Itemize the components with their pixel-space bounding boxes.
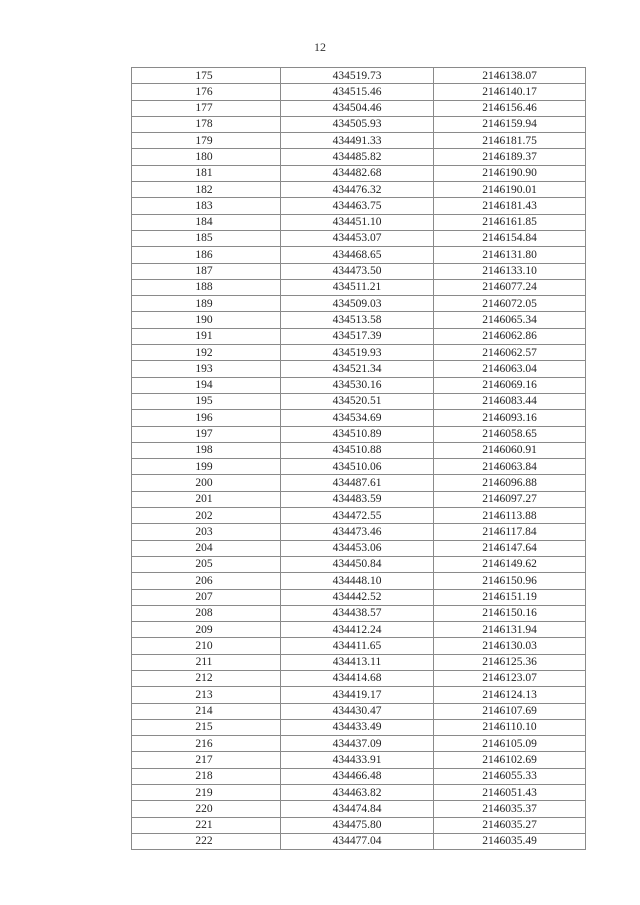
point-number-cell: 202: [132, 508, 281, 524]
x-coordinate-cell: 434483.59: [281, 491, 434, 507]
table-row: [132, 719, 586, 735]
table-row: [132, 459, 586, 475]
table-row: [132, 68, 586, 84]
point-number-cell: 196: [132, 410, 281, 426]
point-number-cell: 181: [132, 165, 281, 181]
y-coordinate-cell: 2146096.88: [434, 475, 586, 491]
y-coordinate-cell: 2146058.65: [434, 426, 586, 442]
x-coordinate-cell: 434453.06: [281, 540, 434, 556]
x-coordinate-cell: 434485.82: [281, 149, 434, 165]
y-coordinate-cell: 2146190.01: [434, 182, 586, 198]
table-row: [132, 638, 586, 654]
x-coordinate-cell: 434468.65: [281, 247, 434, 263]
y-coordinate-cell: 2146107.69: [434, 703, 586, 719]
x-coordinate-cell: 434510.88: [281, 442, 434, 458]
point-number-cell: 219: [132, 785, 281, 801]
point-number-cell: 179: [132, 133, 281, 149]
table-row: [132, 524, 586, 540]
table-row: [132, 393, 586, 409]
y-coordinate-cell: 2146150.96: [434, 573, 586, 589]
x-coordinate-cell: 434491.33: [281, 133, 434, 149]
y-coordinate-cell: 2146102.69: [434, 752, 586, 768]
table-row: [132, 133, 586, 149]
x-coordinate-cell: 434473.50: [281, 263, 434, 279]
point-number-cell: 214: [132, 703, 281, 719]
coordinates-table-body: [132, 68, 586, 850]
y-coordinate-cell: 2146055.33: [434, 768, 586, 784]
x-coordinate-cell: 434517.39: [281, 328, 434, 344]
point-number-cell: 198: [132, 442, 281, 458]
table-row: [132, 801, 586, 817]
point-number-cell: 199: [132, 459, 281, 475]
y-coordinate-cell: 2146105.09: [434, 736, 586, 752]
x-coordinate-cell: 434413.11: [281, 654, 434, 670]
table-row: [132, 312, 586, 328]
y-coordinate-cell: 2146035.37: [434, 801, 586, 817]
x-coordinate-cell: 434519.93: [281, 345, 434, 361]
point-number-cell: 192: [132, 345, 281, 361]
x-coordinate-cell: 434430.47: [281, 703, 434, 719]
page-number: 12: [314, 40, 326, 54]
x-coordinate-cell: 434509.03: [281, 296, 434, 312]
y-coordinate-cell: 2146154.84: [434, 230, 586, 246]
point-number-cell: 200: [132, 475, 281, 491]
point-number-cell: 221: [132, 817, 281, 833]
point-number-cell: 215: [132, 719, 281, 735]
point-number-cell: 210: [132, 638, 281, 654]
x-coordinate-cell: 434474.84: [281, 801, 434, 817]
y-coordinate-cell: 2146083.44: [434, 393, 586, 409]
table-row: [132, 214, 586, 230]
point-number-cell: 184: [132, 214, 281, 230]
y-coordinate-cell: 2146140.17: [434, 84, 586, 100]
x-coordinate-cell: 434482.68: [281, 165, 434, 181]
y-coordinate-cell: 2146138.07: [434, 68, 586, 84]
point-number-cell: 185: [132, 230, 281, 246]
table-row: [132, 247, 586, 263]
x-coordinate-cell: 434475.80: [281, 817, 434, 833]
y-coordinate-cell: 2146131.80: [434, 247, 586, 263]
x-coordinate-cell: 434530.16: [281, 377, 434, 393]
x-coordinate-cell: 434476.32: [281, 182, 434, 198]
x-coordinate-cell: 434463.75: [281, 198, 434, 214]
x-coordinate-cell: 434510.06: [281, 459, 434, 475]
table-row: [132, 198, 586, 214]
table-row: [132, 84, 586, 100]
point-number-cell: 205: [132, 556, 281, 572]
y-coordinate-cell: 2146130.03: [434, 638, 586, 654]
table-row: [132, 508, 586, 524]
table-row: [132, 296, 586, 312]
table-row: [132, 410, 586, 426]
point-number-cell: 213: [132, 687, 281, 703]
y-coordinate-cell: 2146051.43: [434, 785, 586, 801]
table-row: [132, 116, 586, 132]
point-number-cell: 217: [132, 752, 281, 768]
x-coordinate-cell: 434411.65: [281, 638, 434, 654]
y-coordinate-cell: 2146161.85: [434, 214, 586, 230]
y-coordinate-cell: 2146189.37: [434, 149, 586, 165]
table-row: [132, 442, 586, 458]
y-coordinate-cell: 2146035.49: [434, 833, 586, 849]
y-coordinate-cell: 2146190.90: [434, 165, 586, 181]
y-coordinate-cell: 2146110.10: [434, 719, 586, 735]
x-coordinate-cell: 434505.93: [281, 116, 434, 132]
y-coordinate-cell: 2146156.46: [434, 100, 586, 116]
y-coordinate-cell: 2146097.27: [434, 491, 586, 507]
y-coordinate-cell: 2146124.13: [434, 687, 586, 703]
table-row: [132, 426, 586, 442]
table-row: [132, 768, 586, 784]
x-coordinate-cell: 434451.10: [281, 214, 434, 230]
x-coordinate-cell: 434453.07: [281, 230, 434, 246]
x-coordinate-cell: 434477.04: [281, 833, 434, 849]
point-number-cell: 187: [132, 263, 281, 279]
y-coordinate-cell: 2146123.07: [434, 670, 586, 686]
point-number-cell: 194: [132, 377, 281, 393]
point-number-cell: 203: [132, 524, 281, 540]
table-row: [132, 165, 586, 181]
table-row: [132, 785, 586, 801]
x-coordinate-cell: 434466.48: [281, 768, 434, 784]
table-row: [132, 361, 586, 377]
y-coordinate-cell: 2146117.84: [434, 524, 586, 540]
y-coordinate-cell: 2146093.16: [434, 410, 586, 426]
y-coordinate-cell: 2146159.94: [434, 116, 586, 132]
point-number-cell: 176: [132, 84, 281, 100]
x-coordinate-cell: 434487.61: [281, 475, 434, 491]
point-number-cell: 209: [132, 622, 281, 638]
x-coordinate-cell: 434520.51: [281, 393, 434, 409]
y-coordinate-cell: 2146077.24: [434, 279, 586, 295]
y-coordinate-cell: 2146181.75: [434, 133, 586, 149]
table-row: [132, 752, 586, 768]
table-row: [132, 149, 586, 165]
table-row: [132, 703, 586, 719]
y-coordinate-cell: 2146035.27: [434, 817, 586, 833]
y-coordinate-cell: 2146065.34: [434, 312, 586, 328]
point-number-cell: 183: [132, 198, 281, 214]
point-number-cell: 204: [132, 540, 281, 556]
x-coordinate-cell: 434472.55: [281, 508, 434, 524]
table-row: [132, 573, 586, 589]
point-number-cell: 180: [132, 149, 281, 165]
y-coordinate-cell: 2146151.19: [434, 589, 586, 605]
table-row: [132, 100, 586, 116]
table-row: [132, 670, 586, 686]
table-row: [132, 377, 586, 393]
table-row: [132, 475, 586, 491]
point-number-cell: 189: [132, 296, 281, 312]
x-coordinate-cell: 434450.84: [281, 556, 434, 572]
point-number-cell: 177: [132, 100, 281, 116]
point-number-cell: 197: [132, 426, 281, 442]
x-coordinate-cell: 434534.69: [281, 410, 434, 426]
y-coordinate-cell: 2146063.84: [434, 459, 586, 475]
y-coordinate-cell: 2146060.91: [434, 442, 586, 458]
coordinates-table: [131, 67, 586, 850]
x-coordinate-cell: 434437.09: [281, 736, 434, 752]
y-coordinate-cell: 2146131.94: [434, 622, 586, 638]
x-coordinate-cell: 434473.46: [281, 524, 434, 540]
x-coordinate-cell: 434412.24: [281, 622, 434, 638]
table-row: [132, 491, 586, 507]
point-number-cell: 206: [132, 573, 281, 589]
y-coordinate-cell: 2146062.57: [434, 345, 586, 361]
table-row: [132, 230, 586, 246]
y-coordinate-cell: 2146113.88: [434, 508, 586, 524]
point-number-cell: 188: [132, 279, 281, 295]
point-number-cell: 195: [132, 393, 281, 409]
y-coordinate-cell: 2146133.10: [434, 263, 586, 279]
y-coordinate-cell: 2146069.16: [434, 377, 586, 393]
table-row: [132, 622, 586, 638]
table-row: [132, 279, 586, 295]
table-row: [132, 654, 586, 670]
x-coordinate-cell: 434438.57: [281, 605, 434, 621]
point-number-cell: 220: [132, 801, 281, 817]
x-coordinate-cell: 434442.52: [281, 589, 434, 605]
point-number-cell: 193: [132, 361, 281, 377]
point-number-cell: 175: [132, 68, 281, 84]
table-row: [132, 345, 586, 361]
y-coordinate-cell: 2146072.05: [434, 296, 586, 312]
table-row: [132, 589, 586, 605]
table-row: [132, 328, 586, 344]
point-number-cell: 190: [132, 312, 281, 328]
table-row: [132, 263, 586, 279]
point-number-cell: 182: [132, 182, 281, 198]
y-coordinate-cell: 2146150.16: [434, 605, 586, 621]
x-coordinate-cell: 434433.49: [281, 719, 434, 735]
y-coordinate-cell: 2146062.86: [434, 328, 586, 344]
x-coordinate-cell: 434433.91: [281, 752, 434, 768]
table-row: [132, 833, 586, 849]
point-number-cell: 178: [132, 116, 281, 132]
point-number-cell: 207: [132, 589, 281, 605]
y-coordinate-cell: 2146125.36: [434, 654, 586, 670]
x-coordinate-cell: 434511.21: [281, 279, 434, 295]
x-coordinate-cell: 434448.10: [281, 573, 434, 589]
y-coordinate-cell: 2146063.04: [434, 361, 586, 377]
point-number-cell: 211: [132, 654, 281, 670]
y-coordinate-cell: 2146181.43: [434, 198, 586, 214]
y-coordinate-cell: 2146149.62: [434, 556, 586, 572]
table-row: [132, 182, 586, 198]
point-number-cell: 222: [132, 833, 281, 849]
x-coordinate-cell: 434419.17: [281, 687, 434, 703]
point-number-cell: 186: [132, 247, 281, 263]
x-coordinate-cell: 434513.58: [281, 312, 434, 328]
point-number-cell: 218: [132, 768, 281, 784]
x-coordinate-cell: 434414.68: [281, 670, 434, 686]
x-coordinate-cell: 434510.89: [281, 426, 434, 442]
point-number-cell: 216: [132, 736, 281, 752]
point-number-cell: 191: [132, 328, 281, 344]
table-row: [132, 687, 586, 703]
x-coordinate-cell: 434521.34: [281, 361, 434, 377]
table-row: [132, 605, 586, 621]
x-coordinate-cell: 434515.46: [281, 84, 434, 100]
point-number-cell: 208: [132, 605, 281, 621]
point-number-cell: 212: [132, 670, 281, 686]
x-coordinate-cell: 434519.73: [281, 68, 434, 84]
y-coordinate-cell: 2146147.64: [434, 540, 586, 556]
table-row: [132, 556, 586, 572]
point-number-cell: 201: [132, 491, 281, 507]
table-row: [132, 540, 586, 556]
table-row: [132, 736, 586, 752]
table-row: [132, 817, 586, 833]
x-coordinate-cell: 434463.82: [281, 785, 434, 801]
x-coordinate-cell: 434504.46: [281, 100, 434, 116]
